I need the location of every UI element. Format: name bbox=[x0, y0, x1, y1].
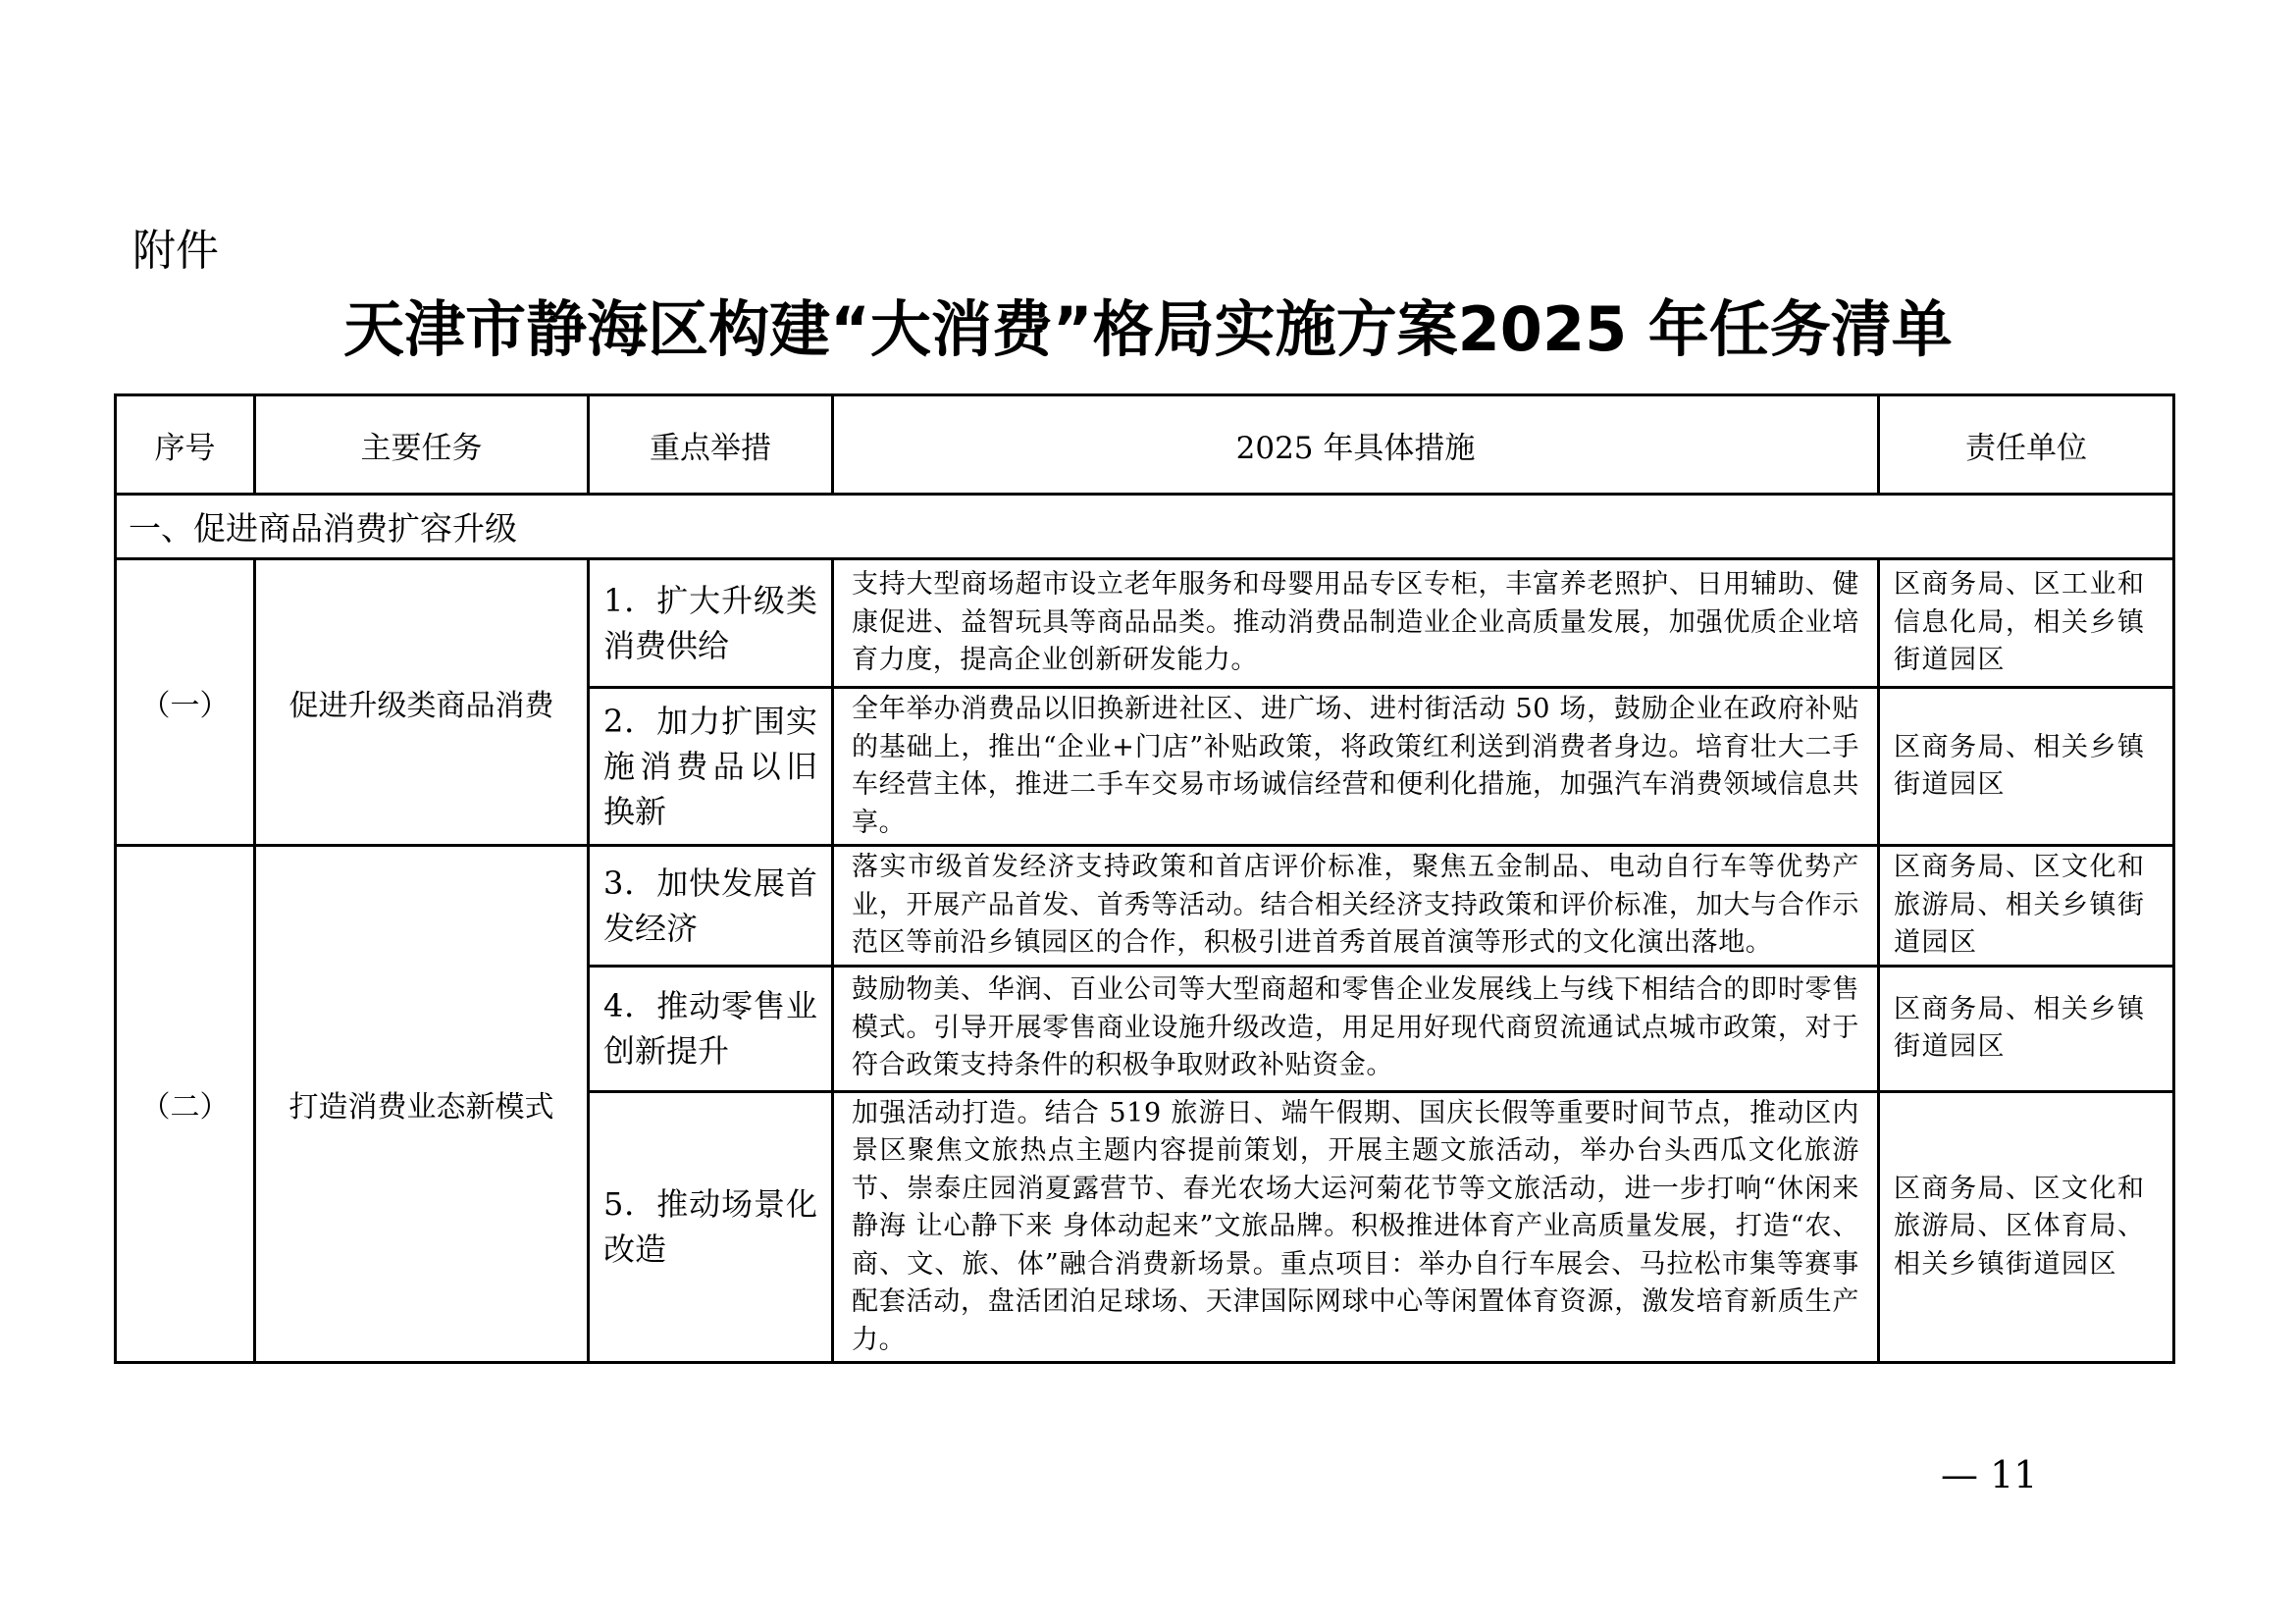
header-measure: 重点举措 bbox=[589, 395, 833, 495]
unit-cell: 区商务局、相关乡镇街道园区 bbox=[1879, 966, 2174, 1091]
attachment-label: 附件 bbox=[132, 226, 219, 276]
measure-cell: 3．加快发展首发经济 bbox=[589, 846, 833, 967]
table-row bbox=[116, 559, 2174, 688]
detail-cell: 全年举办消费品以旧换新进社区、进广场、进村街活动 50 场，鼓励企业在政府补贴的基础上，推出“企业+门店”补贴政策，将政策红利送到消费者身边。培育壮大二手车经营主体，推进二手车交易市场诚信经营和便利化措施，加强汽车消费领域信息共享。 bbox=[833, 688, 1879, 846]
header-unit: 责任单位 bbox=[1879, 395, 2174, 495]
measure-cell: 2．加力扩围实施消费品以旧换新 bbox=[589, 688, 833, 846]
task-list-table bbox=[114, 393, 2175, 1364]
detail-cell: 加强活动打造。结合 519 旅游日、端午假期、国庆长假等重要时间节点，推动区内景区聚焦文旅热点主题内容提前策划，开展主题文旅活动，举办台头西瓜文化旅游节、崇泰庄园消夏露营节、春光农场大运河菊花节等文旅活动，进一步打响“休闲来静海 让心静下来 身体动起来”文旅品牌。积极推进体育产业高质量发展，打造“农、商、文、旅、体”融合消费新场景。重点项目：举办自行车展会、马拉松市集等赛事配套活动，盘活团泊足球场、天津国际网球中心等闲置体育资源，激发培育新质生产力。 bbox=[833, 1091, 1879, 1363]
detail-cell: 落实市级首发经济支持政策和首店评价标准，聚焦五金制品、电动自行车等优势产业，开展产品首发、首秀等活动。结合相关经济支持政策和评价标准，加大与合作示范区等前沿乡镇园区的合作，积极引进首秀首展首演等形式的文化演出落地。 bbox=[833, 846, 1879, 967]
unit-cell: 区商务局、区文化和旅游局、区体育局、相关乡镇街道园区 bbox=[1879, 1091, 2174, 1363]
section-heading: 一、促进商品消费扩容升级 bbox=[116, 495, 2174, 559]
header-seq: 序号 bbox=[116, 395, 255, 495]
table-row bbox=[116, 846, 2174, 967]
detail-cell: 支持大型商场超市设立老年服务和母婴用品专区专柜，丰富养老照护、日用辅助、健康促进、益智玩具等商品品类。推动消费品制造业企业高质量发展，加强优质企业培育力度，提高企业创新研发能力。 bbox=[833, 559, 1879, 688]
unit-cell: 区商务局、区文化和旅游局、相关乡镇街道园区 bbox=[1879, 846, 2174, 967]
measure-cell: 5．推动场景化改造 bbox=[589, 1091, 833, 1363]
group-seq: （二） bbox=[116, 846, 255, 1363]
detail-cell: 鼓励物美、华润、百业公司等大型商超和零售企业发展线上与线下相结合的即时零售模式。引导开展零售商业设施升级改造，用足用好现代商贸流通试点城市政策，对于符合政策支持条件的积极争取财政补贴资金。 bbox=[833, 966, 1879, 1091]
unit-cell: 区商务局、区工业和信息化局，相关乡镇街道园区 bbox=[1879, 559, 2174, 688]
group-task: 促进升级类商品消费 bbox=[255, 559, 589, 846]
unit-cell: 区商务局、相关乡镇街道园区 bbox=[1879, 688, 2174, 846]
section-row bbox=[116, 495, 2174, 559]
header-detail: 2025 年具体措施 bbox=[833, 395, 1879, 495]
measure-cell: 4．推动零售业创新提升 bbox=[589, 966, 833, 1091]
group-task: 打造消费业态新模式 bbox=[255, 846, 589, 1363]
group-seq: （一） bbox=[116, 559, 255, 846]
page-number: — 11 bbox=[1941, 1453, 2038, 1496]
table-header-row bbox=[116, 395, 2174, 495]
document-title: 天津市静海区构建“大消费”格局实施方案2025 年任务清单 bbox=[343, 293, 1953, 365]
header-task: 主要任务 bbox=[255, 395, 589, 495]
measure-cell: 1．扩大升级类消费供给 bbox=[589, 559, 833, 688]
